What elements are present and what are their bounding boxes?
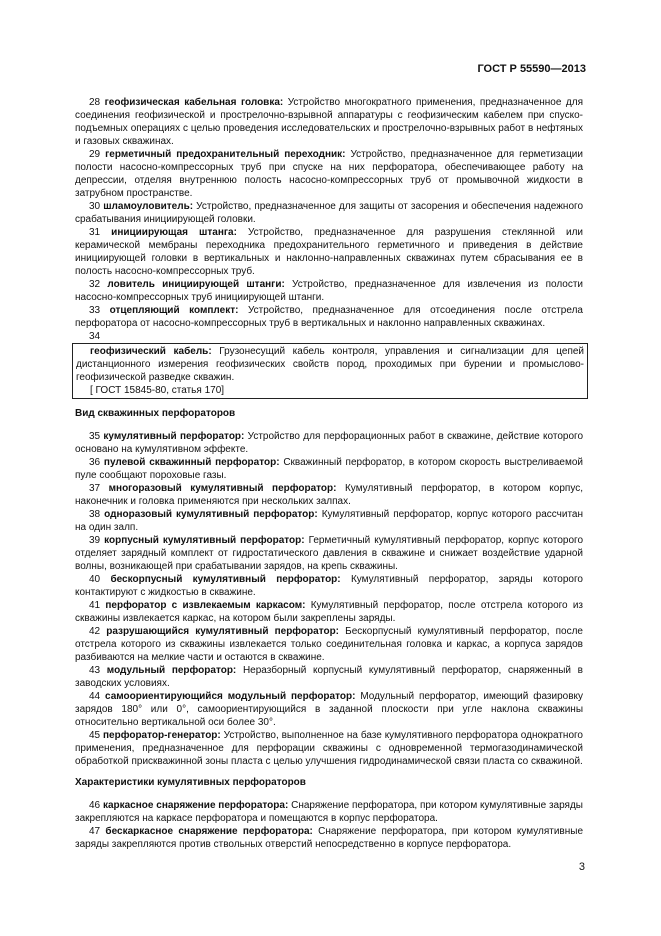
term-37: 37 многоразовый кумулятивный перфоратор: Кумулятивный перфоратор, в котором корпус, наконечник и головка применяются при нескольких залпах. [75,483,583,507]
term-36: 36 пулевой скважинный перфоратор: Скважинный перфоратор, в котором скорость выстреливаемой пуле сообщают пороховые газы. [75,457,584,481]
term-title: самоориентирующийся модульный перфоратор: [105,691,356,702]
term-title: каркасное снаряжение перфоратора: [102,800,289,811]
term-title: многоразовый кумулятивный перфоратор: [108,483,337,494]
term-41: 41 перфоратор с извлекаемым каркасом: Кумулятивный перфоратор, после отстрела которого из скважины извлекается каркас, на котором были закреплены заряды. [75,600,584,624]
term-title: геофизическая кабельная головка: [104,97,284,108]
term-30: 30 шламоуловитель: Устройство, предназначенное для защиты от засорения и обеспечения надежного срабатывания инициирующей головки. [75,201,584,225]
term-34-number: 34 [89,331,101,342]
term-34-box [72,343,588,399]
page-number: 3 [578,861,585,873]
term-title: разрушающийся кумулятивный перфоратор: [106,626,340,637]
term-title: пулевой скважинный перфоратор: [103,457,280,468]
term-47: 47 бескаркасное снаряжение перфоратора: Снаряжение перфоратора, при котором кумулятивные заряды закрепляются против ствольных отверстий непосредственно в корпусе перфоратора. [75,826,584,850]
document-content [75,96,583,851]
term-title: шламоуловитель: [103,201,194,212]
term-46: 46 каркасное снаряжение перфоратора: Снаряжение перфоратора, при котором кумулятивные заряды закрепляются на каркасе перфоратора и помещаются в корпус перфоратора. [75,800,583,824]
term-44: 44 самоориентирующийся модульный перфоратор: Модульный перфоратор, имеющий фазировку зарядов 180° или 0°, самоориентирующийся в заданной плоскости при угле наклона скважины относительно вертикальной оси более 30°. [75,691,584,728]
term-title: корпусный кумулятивный перфоратор: [104,535,305,546]
section-heading-perforator-types: Вид скважинных перфораторов [75,408,236,419]
term-34: геофизический кабель: Грузонесущий кабель контроля, управления и сигнализации для цепей дистанционного измерения геофизических свойств пород, проходимых при бурении и промыслово-геофизической разведке скважин. [76,346,585,383]
term-33: 33 отцепляющий комплект: Устройство, предназначенное для отсоединения после отстрела перфоратора от насосно-компрессорных труб в вертикальных и наклонно направленных скважинах. [75,305,583,329]
term-40: 40 бескорпусный кумулятивный перфоратор: Кумулятивный перфоратор, заряды которого контактируют с жидкостью в скважине. [75,574,583,598]
term-title: геофизический кабель: [90,346,212,357]
term-title: бескаркасное снаряжение перфоратора: [105,826,313,837]
term-title: отцепляющий комплект: [109,305,239,316]
term-title: кумулятивный перфоратор: [103,431,245,442]
section-heading-perforator-characteristics: Характеристики кумулятивных перфораторов [75,777,306,788]
term-title: одноразовый кумулятивный перфоратор: [104,509,318,520]
term-45: 45 перфоратор-генератор: Устройство, выполненное на базе кумулятивного перфоратора однократного применения, предназначенное для перфорации скважины с одновременной термогазодинамической обработкой прискважинной зоны пласта с целью улучшения гидродинамической связи пласта со скважиной. [75,730,583,767]
term-32: 32 ловитель инициирующей штанги: Устройство, предназначенное для извлечения из полости насосно-компрессорных труб инициирующей штанги. [75,279,583,303]
term-title: ловитель инициирующей штанги: [107,279,285,290]
term-title: бескорпусный кумулятивный перфоратор: [110,574,341,585]
term-31: 31 инициирующая штанга: Устройство, предназначенное для разрушения стеклянной или керамической мембраны переходника предохранительного герметичного и приведения в действие инициирующей головки в вертикальных и наклонно-направленных скважинах путем сбрасывания ее в полость насосно-компрессорных труб. [75,227,583,277]
term-title: перфоратор-генератор: [103,730,221,741]
term-34-reference: [ ГОСТ 15845-80, статья 170] [90,385,225,396]
term-title: герметичный предохранительный переходник: [105,149,346,160]
standard-header: ГОСТ Р 55590—2013 [477,63,586,75]
term-28: 28 геофизическая кабельная головка: Устройство многократного применения, предназначенное для соединения геофизической и прострелочно-взрывной аппаратуры с геофизическим кабелем при спуско-подъемных операциях с целью проведения исследовательских и прострелочно-взрывных работ в нефтяных и газовых скважинах. [75,97,583,147]
term-42: 42 разрушающийся кумулятивный перфоратор: Бескорпусный кумулятивный перфоратор, после отстрела которого из скважины извлекается только соединительная головка и каркас, а корпуса зарядов разбиваются на мелкие части и остаются в скважине. [75,626,583,663]
term-29: 29 герметичный предохранительный переходник: Устройство, предназначенное для герметизации полости насосно-компрессорных труб при спуске на них перфоратора, обеспечивающее работу на депрессии, отделяя внутреннюю полость насосно-компрессорных труб от промывочной жидкости в затрубном пространстве. [75,149,583,199]
term-title: перфоратор с извлекаемым каркасом: [105,600,306,611]
term-35: 35 кумулятивный перфоратор: Устройство для перфорационных работ в скважине, действие которого основано на кумулятивном эффекте. [75,431,584,455]
term-title: инициирующая штанга: [111,227,237,238]
term-39: 39 корпусный кумулятивный перфоратор: Герметичный кумулятивный перфоратор, корпус которого отделяет зарядный комплект от гидростатического давления в скважине и снижает воздействие ударной волны, возникающей при срабатывании зарядов, на крепь скважины. [75,535,584,572]
term-38: 38 одноразовый кумулятивный перфоратор: Кумулятивный перфоратор, корпус которого рассчитан на один залп. [75,509,584,533]
term-43: 43 модульный перфоратор: Неразборный корпусный кумулятивный перфоратор, снаряженный в заводских условиях. [75,665,583,689]
term-title: модульный перфоратор: [106,665,237,676]
